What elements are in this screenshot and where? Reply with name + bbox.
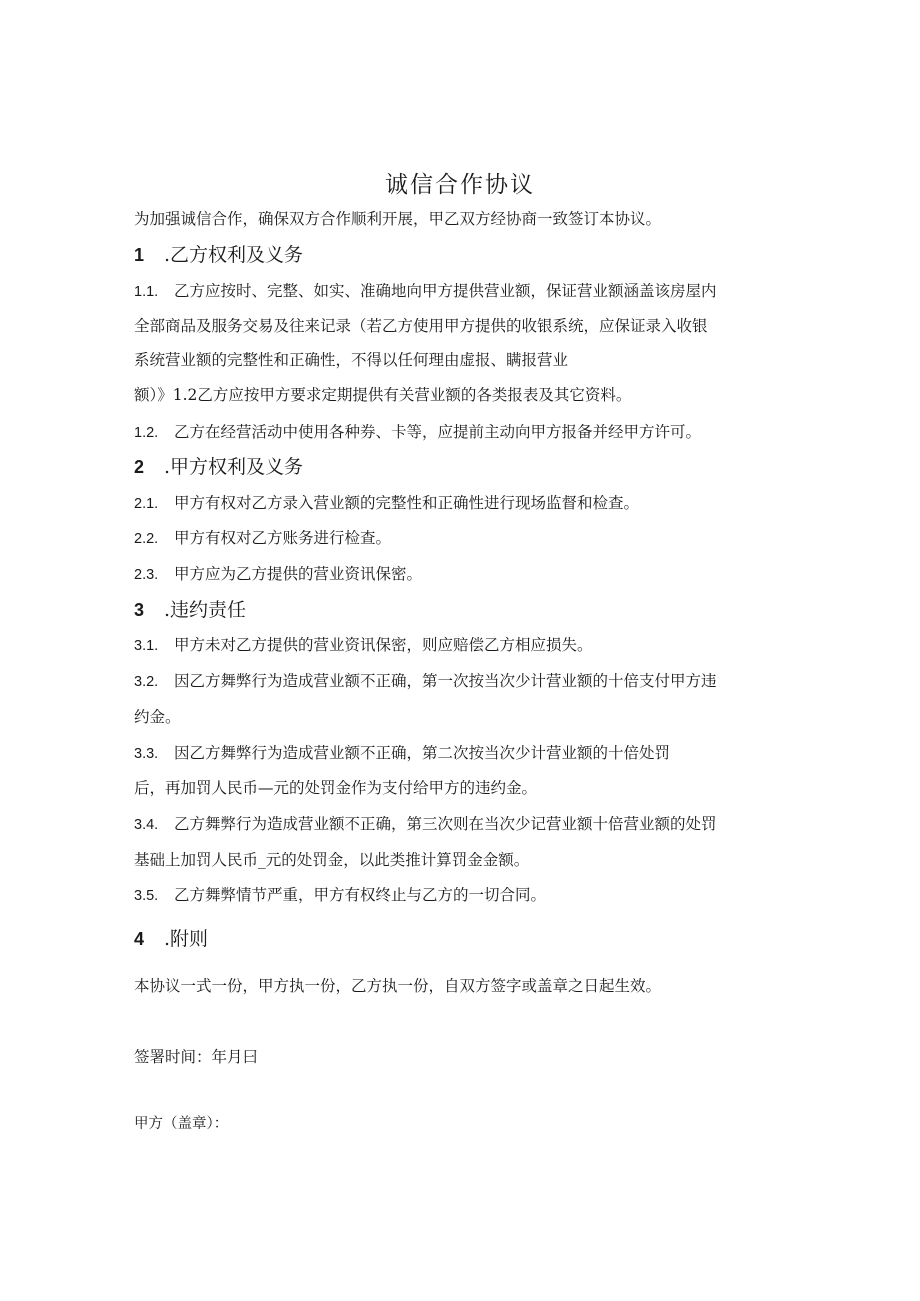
clause-1-1-line-4: 额）》1.2乙方应按甲方要求定期提供有关营业额的各类报表及其它资料。	[134, 386, 632, 404]
section-3-title: .违约责任	[164, 599, 247, 621]
clause-2-3-number: 2.3.	[134, 567, 159, 583]
section-4-heading	[134, 924, 208, 951]
clause-1-2-number: 1.2.	[134, 425, 159, 441]
party-a-seal: 甲方（盖章）：	[134, 1116, 229, 1132]
clause-1-2-text: 乙方在经营活动中使用各种券、卡等，应提前主动向甲方报备并经甲方许可。	[174, 423, 702, 441]
section-1-title: .乙方权利及义务	[164, 244, 304, 266]
section-2-number: 2	[134, 457, 145, 477]
clause-3-4-line-2: 基础上加罚人民币_元的处罚金，以此类推计算罚金金额。	[134, 851, 530, 869]
clause-2-1-text: 甲方有权对乙方录入营业额的完整性和正确性进行现场监督和检查。	[174, 494, 640, 512]
clause-1-1-line-3: 系统营业额的完整性和正确性，不得以任何理由虚报、瞒报营业	[134, 351, 569, 369]
supplementary-paragraph: 本协议一式一份，甲方执一份，乙方执一份，自双方签字或盖章之日起生效。	[134, 977, 662, 995]
clause-1-1-line-2: 全部商品及服务交易及往来记录（若乙方使用甲方提供的收银系统，应保证录入收银	[134, 317, 708, 335]
clause-3-5-text: 乙方舞弊情节严重，甲方有权终止与乙方的一切合同。	[174, 886, 547, 904]
section-2-title: .甲方权利及义务	[164, 456, 304, 478]
clause-3-1-number: 3.1.	[134, 638, 159, 654]
clause-1-1-text: 乙方应按时、完整、如实、准确地向甲方提供营业额，保证营业额涵盖该房屋内	[174, 282, 717, 300]
clause-2-3	[134, 562, 422, 584]
clause-1-1-line-1	[134, 279, 717, 301]
section-1-number: 1	[134, 245, 145, 265]
clause-3-3-number: 3.3.	[134, 746, 159, 762]
section-4-number: 4	[134, 929, 145, 949]
clause-3-1	[134, 633, 593, 655]
clause-3-4-number: 3.4.	[134, 817, 159, 833]
clause-3-3-line-2: 后，再加罚人民币—元的处罚金作为支付给甲方的违约金。	[134, 779, 538, 797]
clause-3-1-text: 甲方未对乙方提供的营业资讯保密，则应赔偿乙方相应损失。	[174, 636, 593, 654]
clause-3-5-number: 3.5.	[134, 888, 159, 904]
clause-1-1-number: 1.1.	[134, 284, 159, 300]
clause-1-2	[134, 420, 701, 442]
section-1-heading	[134, 240, 303, 267]
clause-2-2-text: 甲方有权对乙方账务进行检查。	[174, 529, 392, 547]
clause-2-1	[134, 491, 639, 513]
clause-3-3-text: 因乙方舞弊行为造成营业额不正确，第二次按当次少计营业额的十倍处罚	[174, 744, 671, 762]
clause-3-2-number: 3.2.	[134, 674, 159, 690]
clause-2-2-number: 2.2.	[134, 531, 159, 547]
clause-2-3-text: 甲方应为乙方提供的营业资讯保密。	[174, 565, 423, 583]
clause-3-5	[134, 883, 546, 905]
clause-3-3-line-1	[134, 741, 670, 763]
clause-2-1-number: 2.1.	[134, 496, 159, 512]
clause-3-4-line-1	[134, 812, 717, 834]
clause-2-2	[134, 526, 391, 548]
document-title: 诚信合作协议	[385, 172, 535, 198]
signing-date: 签署时间：年月曰	[134, 1048, 259, 1066]
section-3-heading	[134, 595, 246, 622]
clause-3-4-text: 乙方舞弊行为造成营业额不正确，第三次则在当次少记营业额十倍营业额的处罚	[174, 815, 717, 833]
intro-paragraph: 为加强诚信合作，确保双方合作顺利开展，甲乙双方经协商一致签订本协议。	[134, 210, 662, 228]
clause-3-2-line-1	[134, 669, 717, 691]
clause-3-2-text: 因乙方舞弊行为造成营业额不正确，第一次按当次少计营业额的十倍支付甲方违	[174, 672, 717, 690]
section-4-title: .附则	[164, 928, 209, 950]
section-2-heading	[134, 452, 303, 479]
clause-3-2-line-2: 约金。	[134, 708, 181, 726]
section-3-number: 3	[134, 600, 145, 620]
